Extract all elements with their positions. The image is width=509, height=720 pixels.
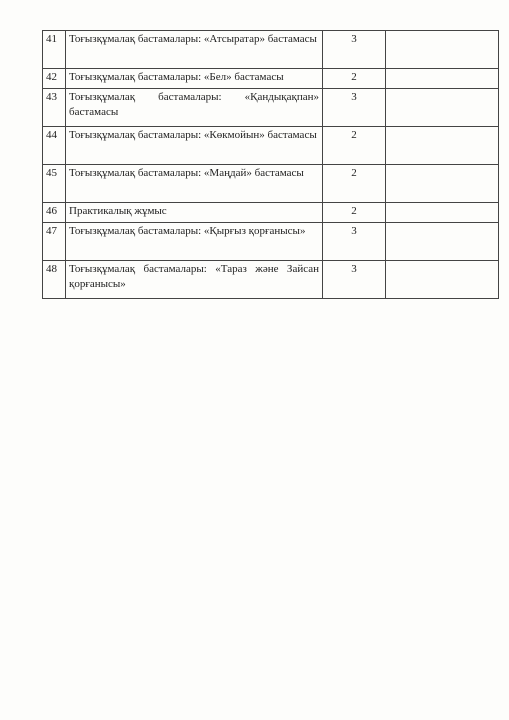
table-row xyxy=(43,203,499,223)
row-number: 43 xyxy=(43,89,66,127)
row-hours: 3 xyxy=(323,223,386,261)
row-extra xyxy=(386,127,499,165)
table-row xyxy=(43,69,499,89)
row-topic: Тоғызқұмалақ бастамалары: «Көкмойын» бастамасы xyxy=(66,127,323,165)
row-hours: 2 xyxy=(323,69,386,89)
table-row xyxy=(43,261,499,299)
row-number: 47 xyxy=(43,223,66,261)
row-hours: 3 xyxy=(323,31,386,69)
row-topic: Тоғызқұмалақ бастамалары: «Бел» бастамасы xyxy=(66,69,323,89)
table-row xyxy=(43,165,499,203)
lesson-plan-table xyxy=(42,30,499,299)
row-topic: Тоғызқұмалақ бастамалары: «Атсыратар» бастамасы xyxy=(66,31,323,69)
row-hours: 2 xyxy=(323,203,386,223)
row-number: 41 xyxy=(43,31,66,69)
row-extra xyxy=(386,31,499,69)
row-extra xyxy=(386,223,499,261)
table-row xyxy=(43,89,499,127)
row-extra xyxy=(386,165,499,203)
row-extra xyxy=(386,203,499,223)
table-row xyxy=(43,127,499,165)
row-topic: Тоғызқұмалақ бастамалары: «Қырғыз қорғанысы» xyxy=(66,223,323,261)
row-hours: 2 xyxy=(323,127,386,165)
table-row xyxy=(43,223,499,261)
row-hours: 3 xyxy=(323,89,386,127)
row-topic: Тоғызқұмалақ бастамалары: «Тараз және Зайсан қорғанысы» xyxy=(66,261,323,299)
table-row xyxy=(43,31,499,69)
row-extra xyxy=(386,89,499,127)
row-extra xyxy=(386,261,499,299)
row-topic: Тоғызқұмалақ бастамалары: «Маңдай» бастамасы xyxy=(66,165,323,203)
row-topic: Практикалық жұмыс xyxy=(66,203,323,223)
row-extra xyxy=(386,69,499,89)
row-number: 48 xyxy=(43,261,66,299)
row-number: 42 xyxy=(43,69,66,89)
row-number: 46 xyxy=(43,203,66,223)
row-topic: Тоғызқұмалақ бастамалары: «Қандықақпан» бастамасы xyxy=(66,89,323,127)
row-hours: 2 xyxy=(323,165,386,203)
row-number: 45 xyxy=(43,165,66,203)
row-hours: 3 xyxy=(323,261,386,299)
row-number: 44 xyxy=(43,127,66,165)
